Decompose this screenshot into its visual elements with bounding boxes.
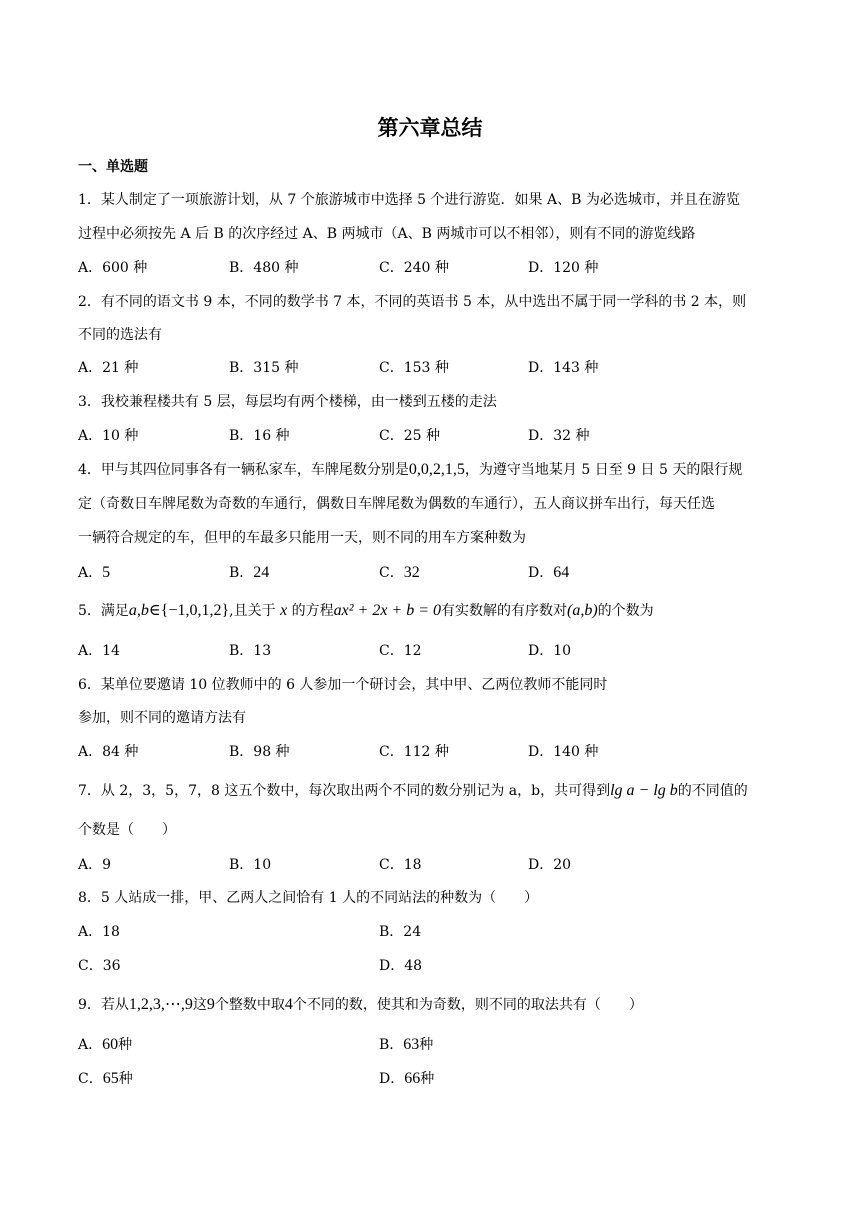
option-a: A．9 [78,857,112,873]
question-8-options-row-2 [78,956,778,976]
question-9-options-row-1 [78,1035,778,1055]
option-b: B．63种 [379,1036,434,1053]
set-expression: ∈{−1,0,1,2} [148,602,230,619]
question-7-options [78,855,778,875]
question-4-text: 4．甲与其四位同事各有一辆私家车，车牌尾数分别是 [78,462,409,478]
option-a: A．10 种 [78,428,139,444]
plate-digits: 0,0,2,1,5 [408,461,465,478]
option-c: C．12 [379,643,422,659]
page-title: 第六章总结 [377,116,483,140]
question-2-line-2: 不同的选法有 [78,327,162,343]
variable-x: x [280,602,288,619]
question-1-line-1: 1．某人制定了一项旅游计划，从 7 个旅游城市中选择 5 个进行游览．如果 A、B 为必选城市，并且在游览 [78,192,740,208]
option-a: A．21 种 [78,360,139,376]
option-d: D．143 种 [528,360,599,376]
option-c: C．240 种 [379,260,449,276]
option-d: D．32 种 [528,428,590,444]
option-b: B．10 [229,857,272,873]
question-3-line-1: 3．我校兼程楼共有 5 层，每层均有两个楼梯，由一楼到五楼的走法 [78,394,497,410]
option-b: B．315 种 [229,360,299,376]
ordered-pair: (a,b) [567,602,598,619]
section-heading: 一、单选题 [78,159,148,175]
option-c: C．36 [78,958,121,974]
set-variables: a,b [128,602,149,619]
question-8-options-row-1 [78,922,778,942]
option-a: A．5 [78,564,111,581]
question-9-line-1: 9．若从1,2,3,⋯,9这9个整数中取4个不同的数，使其和为奇数，则不同的取法共有（ ） [78,996,643,1013]
option-a: A．60种 [78,1036,133,1053]
option-d: D．20 [528,857,572,873]
log-expression: lg a − lg b [610,782,678,799]
option-d: D．120 种 [528,260,599,276]
question-5-options [78,641,778,661]
option-a: A．14 [78,643,120,659]
question-1-options [78,258,778,278]
option-c: C．112 种 [379,744,449,760]
option-a: A．600 种 [78,260,148,276]
question-7-line-2: 个数是（ ） [78,822,176,838]
question-6-line-1: 6．某单位要邀请 10 位教师中的 6 人参加一个研讨会，其中甲、乙两位教师不能同时 [78,677,608,693]
question-5-line-1: 5．满足a,b∈{−1,0,1,2},且关于 x 的方程ax² + 2x + b = 0有实数解的有序数对(a,b)的个数为 [78,602,654,619]
option-d: D．66种 [379,1070,435,1087]
option-b: B．16 种 [229,428,290,444]
option-b: B．98 种 [229,744,290,760]
question-7-line-1: 7．从 2，3，5，7，8 这五个数中，每次取出两个不同的数分别记为 a，b，共可得到lg a − lg b的不同值的 [78,782,748,799]
option-c: C．18 [379,857,422,873]
option-c: C．65种 [78,1070,133,1087]
question-4-line-1 [78,460,742,480]
option-c: C．153 种 [379,360,449,376]
question-6-options [78,742,778,762]
option-d: D．140 种 [528,744,599,760]
option-c: C．25 种 [379,428,440,444]
question-8-line-1: 8．5 人站成一排，甲、乙两人之间恰有 1 人的不同站法的种数为（ ） [78,890,539,906]
question-6-line-2: 参加，则不同的邀请方法有 [78,710,246,726]
question-4-text-tail: ，为遵守当地某月 5 日至 9 日 5 天的限行规 [464,462,743,478]
option-b: B．480 种 [229,260,299,276]
question-3-options [78,426,778,446]
question-4-line-2: 定（奇数日车牌尾数为奇数的车通行，偶数日车牌尾数为偶数的车通行），五人商议拼车出行，每天任选 [78,496,715,512]
question-2-line-1: 2．有不同的语文书 9 本，不同的数学书 7 本，不同的英语书 5 本，从中选出不属于同一学科的书 2 本，则 [78,294,747,310]
option-d: D．48 [379,958,423,974]
option-b: B．24 [229,564,270,581]
option-a: A．18 [78,924,120,940]
question-2-options [78,358,778,378]
option-a: A．84 种 [78,744,139,760]
equation: ax² + 2x + b = 0 [333,602,442,619]
question-4-options [78,563,778,583]
integer-sequence: 1,2,3,⋯,9 [128,996,193,1013]
question-9-options-row-2 [78,1069,778,1089]
option-b: B．24 [379,924,422,940]
option-b: B．13 [229,643,272,659]
option-d: D．64 [528,564,570,581]
question-1-line-2: 过程中必须按先 A 后 B 的次序经过 A、B 两城市（A、B 两城市可以不相邻），则有不同的游览线路 [78,226,696,242]
option-c: C．32 [379,564,420,581]
question-4-line-3: 一辆符合规定的车，但甲的车最多只能用一天，则不同的用车方案种数为 [78,530,526,546]
option-d: D．10 [528,643,572,659]
